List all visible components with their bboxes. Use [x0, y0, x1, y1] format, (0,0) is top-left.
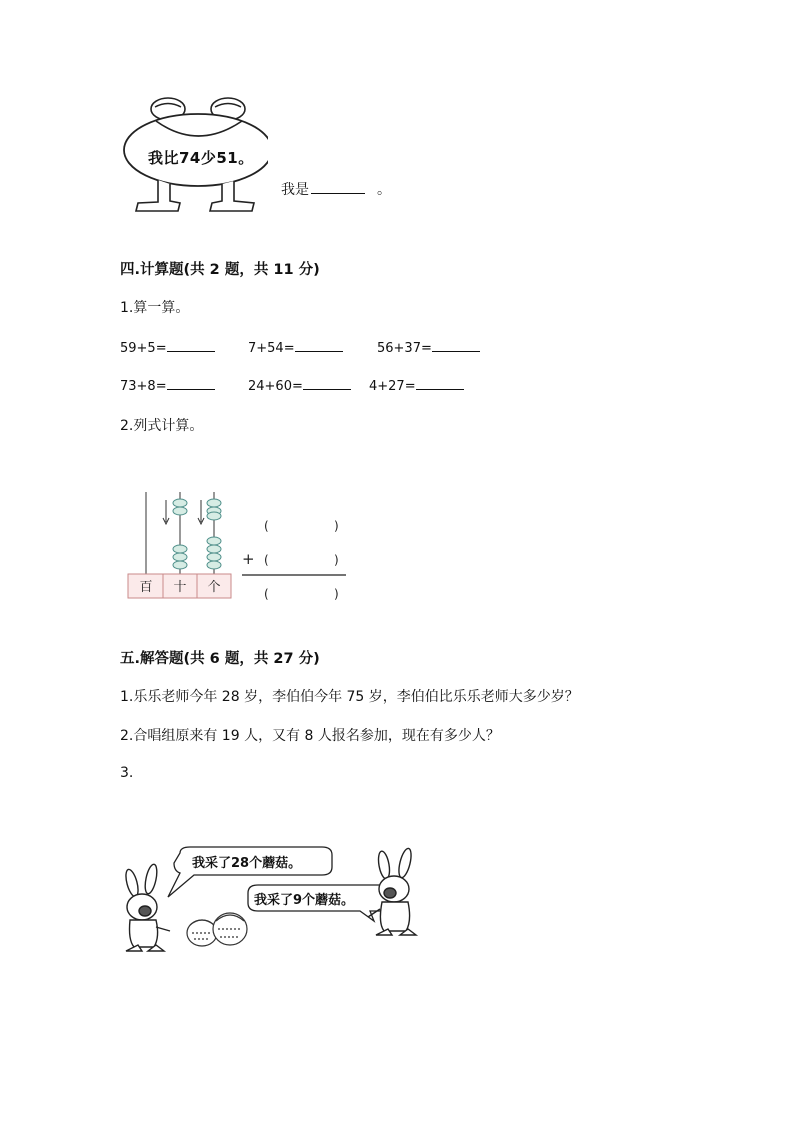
ones-bead [207, 499, 221, 507]
exercise-6 [369, 377, 464, 394]
mushroom-baskets [187, 913, 247, 946]
ones-arrow-icon [198, 500, 204, 524]
place-label-hundreds: 百 [139, 580, 153, 595]
tens-bead [173, 507, 187, 515]
frog-answer-end: 。 [377, 182, 391, 198]
frog-answer-line [281, 179, 391, 199]
word-problem-3: 3. [120, 765, 134, 781]
speech-bubble-2-text: 我采了9个蘑菇。 [254, 893, 355, 908]
exercise-blank[interactable] [167, 377, 215, 390]
abacus-figure [126, 488, 356, 608]
tens-bead [173, 553, 187, 561]
paren-close-1: ) [334, 519, 339, 533]
exercise-text: 59+5= [120, 341, 167, 356]
paren-open-2: ( [264, 553, 269, 567]
frog-answer-blank[interactable] [311, 181, 365, 194]
word-problem-1: 1.乐乐老师今年 28 岁，李伯伯今年 75 岁，李伯伯比乐乐老师大多少岁？ [120, 689, 579, 705]
exercise-blank[interactable] [303, 377, 351, 390]
q1-title: 1.算一算。 [120, 300, 190, 316]
left-rabbit [124, 863, 170, 951]
rabbits-illustration [118, 845, 428, 960]
paren-open-3: ( [264, 587, 269, 601]
ones-bead [207, 561, 221, 569]
place-label-tens: 十 [173, 580, 187, 595]
section4-heading: 四.计算题(共 2 题，共 11 分) [120, 262, 320, 278]
tens-bead [173, 499, 187, 507]
plus-sign: + [242, 550, 255, 568]
ones-bead [207, 512, 221, 520]
exercise-blank[interactable] [432, 339, 480, 352]
exercise-text: 4+27= [369, 379, 416, 394]
frog-speech: 我比74少51。 [148, 149, 254, 167]
exercise-3 [377, 339, 480, 356]
exercise-1 [120, 339, 215, 356]
ones-bead [207, 553, 221, 561]
exercise-blank[interactable] [295, 339, 343, 352]
exercise-blank[interactable] [416, 377, 464, 390]
frog-answer-prompt: 我是 [281, 182, 309, 198]
exercise-text: 7+54= [248, 341, 295, 356]
section5-heading: 五.解答题(共 6 题，共 27 分) [120, 651, 320, 667]
exercise-5 [248, 377, 351, 394]
place-label-ones: 个 [207, 580, 221, 595]
tens-bead [173, 561, 187, 569]
speech-bubble-2 [248, 885, 394, 921]
tens-arrow-icon [163, 500, 169, 524]
q2-title: 2.列式计算。 [120, 418, 204, 434]
exercise-blank[interactable] [167, 339, 215, 352]
ones-bead [207, 537, 221, 545]
paren-open-1: ( [264, 519, 269, 533]
exercise-4 [120, 377, 215, 394]
ones-bead [207, 545, 221, 553]
exercise-text: 24+60= [248, 379, 303, 394]
exercise-2 [248, 339, 343, 356]
speech-bubble-1-text: 我采了28个蘑菇。 [192, 856, 302, 871]
tens-bead [173, 545, 187, 553]
paren-close-3: ) [334, 587, 339, 601]
word-problem-2: 2.合唱组原来有 19 人，又有 8 人报名参加，现在有多少人？ [120, 728, 500, 744]
paren-close-2: ) [334, 553, 339, 567]
exercise-text: 73+8= [120, 379, 167, 394]
exercise-text: 56+37= [377, 341, 432, 356]
